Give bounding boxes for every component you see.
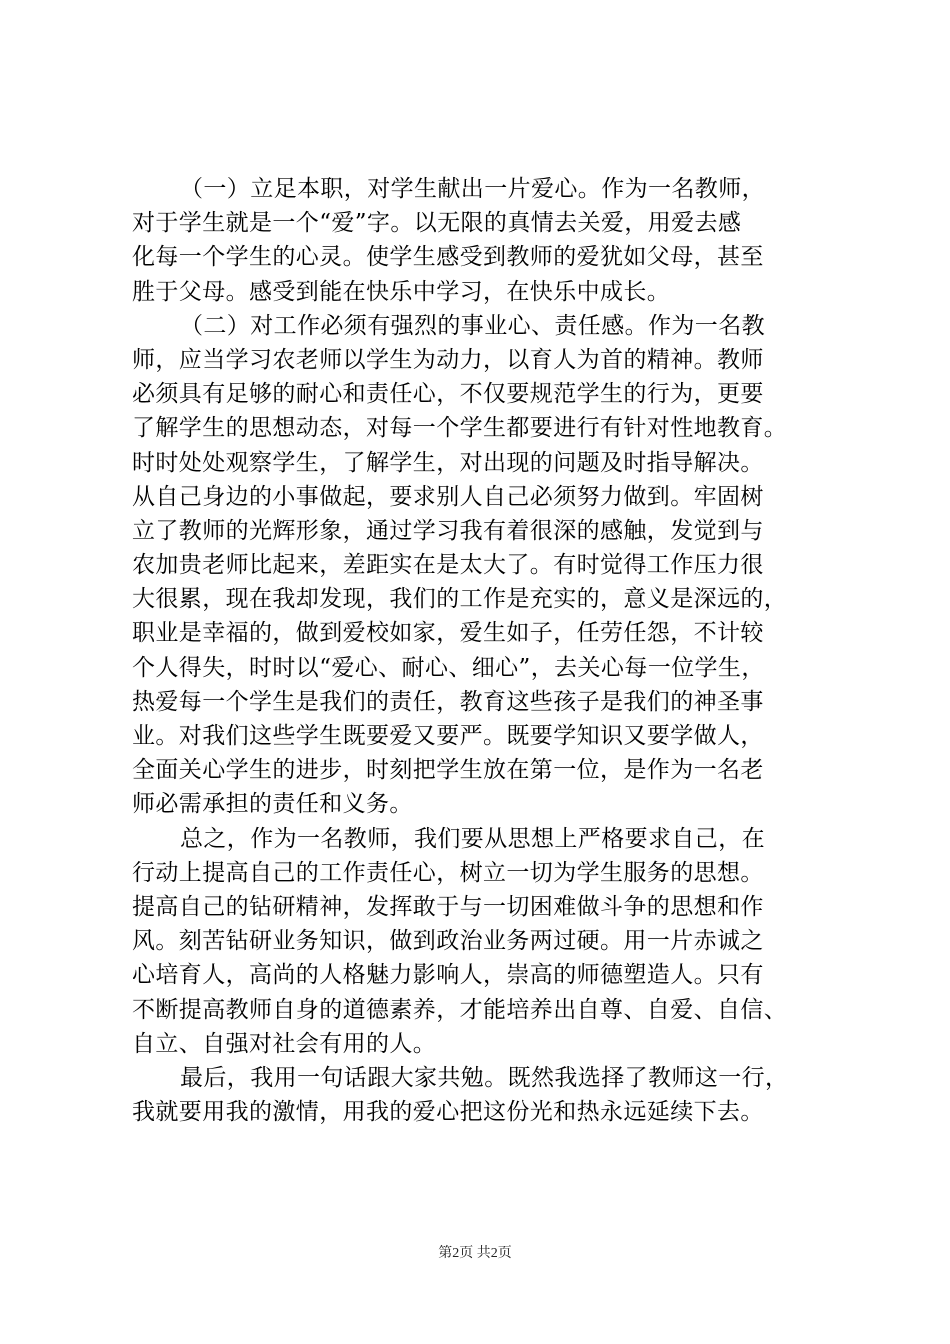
paragraph-2-line: （二）对工作必须有强烈的事业心、责任感。作为一名教 <box>180 312 765 339</box>
paragraph-2-line: 农加贵老师比起来，差距实在是太大了。有时觉得工作压力很 <box>132 552 764 579</box>
paragraph-1-line: 对于学生就是一个“爱”字。以无限的真情去关爱，用爱去感 <box>132 210 742 237</box>
paragraph-2-line: 时时处处观察学生，了解学生，对出现的问题及时指导解决。 <box>132 449 764 476</box>
paragraph-2-line: 从自己身边的小事做起，要求别人自己必须努力做到。牢固树 <box>132 483 764 510</box>
paragraph-3-line: 心培育人，高尚的人格魅力影响人，崇高的师德塑造人。只有 <box>132 962 764 989</box>
paragraph-2-line: 必须具有足够的耐心和责任心，不仅要规范学生的行为，更要 <box>132 381 764 408</box>
paragraph-1-line: 化每一个学生的心灵。使学生感受到教师的爱犹如父母，甚至 <box>132 244 764 271</box>
paragraph-4-line: 最后，我用一句话跟大家共勉。既然我选择了教师这一行， <box>180 1064 789 1091</box>
paragraph-3-line: 不断提高教师自身的道德素养，才能培养出自尊、自爱、自信、 <box>132 996 788 1023</box>
paragraph-3-line: 自立、自强对社会有用的人。 <box>132 1030 437 1057</box>
paragraph-2-line: 全面关心学生的进步，时刻把学生放在第一位，是作为一名老 <box>132 757 764 784</box>
paragraph-2-line: 师必需承担的责任和义务。 <box>132 791 413 818</box>
paragraph-2-line: 师，应当学习农老师以学生为动力，以育人为首的精神。教师 <box>132 346 764 373</box>
paragraph-2-line: 了解学生的思想动态，对每一个学生都要进行有针对性地教育。 <box>132 415 788 442</box>
paragraph-3-line: 总之，作为一名教师，我们要从思想上严格要求自己，在 <box>180 825 765 852</box>
paragraph-1-line: （一）立足本职，对学生献出一片爱心。作为一名教师， <box>180 176 765 202</box>
paragraph-3-line: 行动上提高自己的工作责任心，树立一切为学生服务的思想。 <box>132 859 764 886</box>
paragraph-2-line: 个人得失，时时以“爱心、耐心、细心”，去关心每一位学生， <box>132 654 765 681</box>
paragraph-2-line: 业。对我们这些学生既要爱又要严。既要学知识又要学做人， <box>132 723 764 749</box>
paragraph-2-line: 热爱每一个学生是我们的责任，教育这些孩子是我们的神圣事 <box>132 688 764 715</box>
paragraph-3-line: 风。刻苦钻研业务知识，做到政治业务两过硬。用一片赤诚之 <box>132 928 764 955</box>
paragraph-1-line: 胜于父母。感受到能在快乐中学习，在快乐中成长。 <box>132 278 671 305</box>
paragraph-2-line: 立了教师的光辉形象，通过学习我有着很深的感触，发觉到与 <box>132 517 764 544</box>
paragraph-2-line: 职业是幸福的，做到爱校如家，爱生如子，任劳任怨，不计较 <box>132 620 764 647</box>
body-text <box>132 172 838 1129</box>
paragraph-2-line: 大很累，现在我却发现，我们的工作是充实的，意义是深远的， <box>132 586 788 613</box>
page-number-footer: 第2页 共2页 <box>438 1246 512 1261</box>
paragraph-4-line: 我就要用我的激情，用我的爱心把这份光和热永远延续下去。 <box>132 1099 764 1126</box>
paragraph-3-line: 提高自己的钻研精神，发挥敢于与一切困难做斗争的思想和作 <box>132 893 764 920</box>
